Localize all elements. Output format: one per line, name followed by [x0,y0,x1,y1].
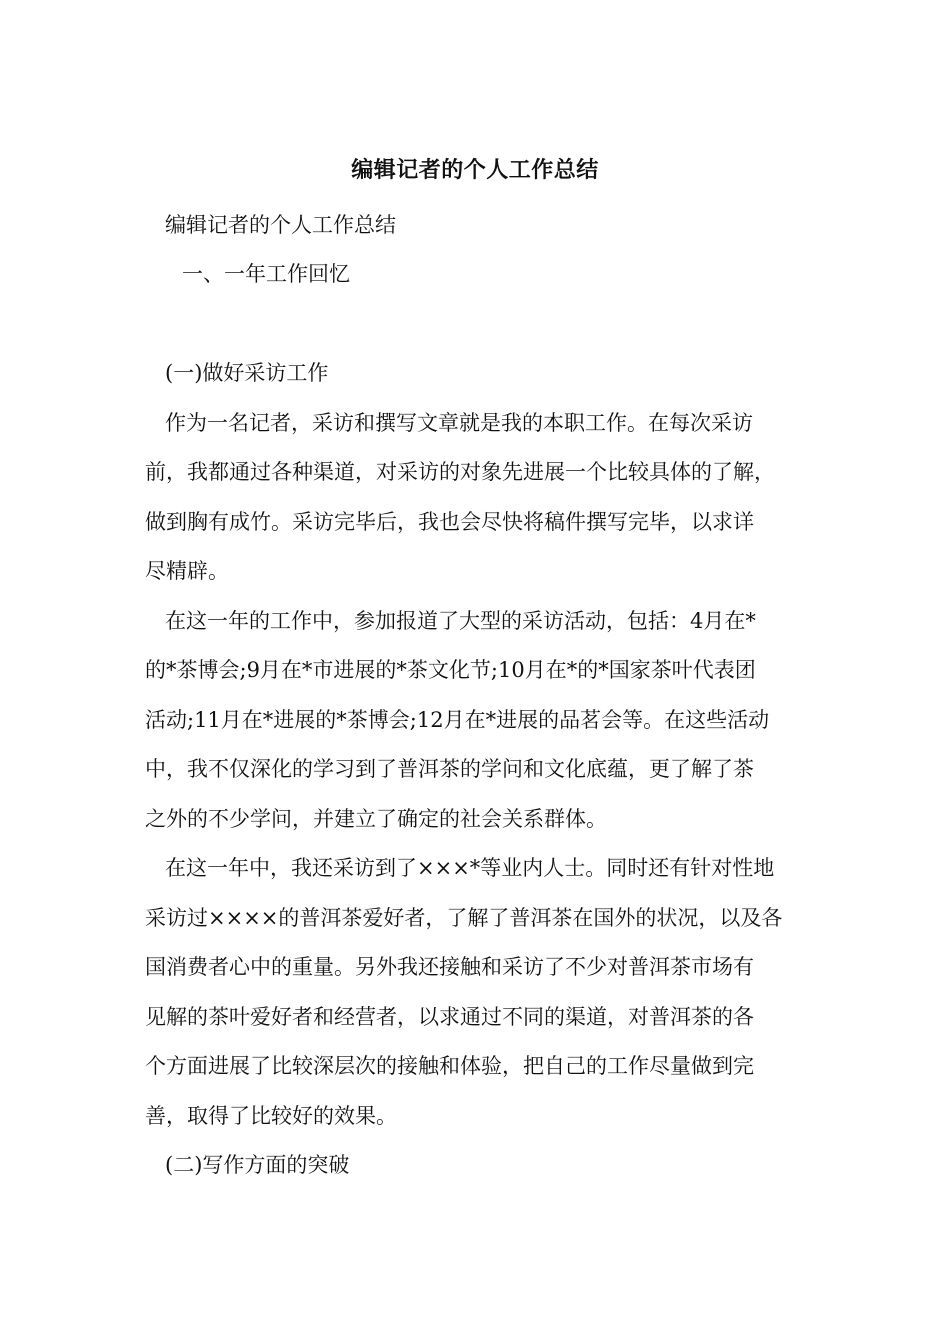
section-heading: 一、一年工作回忆 [182,262,350,286]
subsection-heading-1: (一)做好采访工作 [165,361,329,385]
paragraph-3-line-1: 在这一年中，我还采访到了×××*等业内人士。同时还有针对性地 [165,856,775,880]
paragraph-1-line-2: 前，我都通过各种渠道，对采访的对象先进展一个比较具体的了解， [145,460,775,484]
subsection-heading-2: (二)写作方面的突破 [165,1153,350,1177]
paragraph-2-line-3: 活动;11月在*进展的*茶博会;12月在*进展的品茗会等。在这些活动 [145,708,770,732]
paragraph-1-line-4: 尽精辟。 [145,559,229,583]
paragraph-3-line-4: 见解的茶叶爱好者和经营者，以求通过不同的渠道，对普洱茶的各 [145,1005,754,1029]
paragraph-2-line-5: 之外的不少学问，并建立了确定的社会关系群体。 [145,807,607,831]
paragraph-3-line-3: 国消费者心中的重量。另外我还接触和采访了不少对普洱茶市场有 [145,955,754,979]
paragraph-3-line-5: 个方面进展了比较深层次的接触和体验，把自己的工作尽量做到完 [145,1054,754,1078]
paragraph-3-line-2: 采访过××××的普洱茶爱好者，了解了普洱茶在国外的状况，以及各 [145,906,783,930]
paragraph-1-line-3: 做到胸有成竹。采访完毕后，我也会尽快将稿件撰写完毕，以求详 [145,510,754,534]
document-title: 编辑记者的个人工作总结 [351,157,599,183]
paragraph-1-line-1: 作为一名记者，采访和撰写文章就是我的本职工作。在每次采访 [165,411,753,435]
paragraph-2-line-4: 中，我不仅深化的学习到了普洱茶的学问和文化底蕴，更了解了茶 [145,757,754,781]
paragraph-3-line-6: 善，取得了比较好的效果。 [145,1104,397,1128]
paragraph-2-line-1: 在这一年的工作中，参加报道了大型的采访活动，包括：4月在* [165,609,756,633]
paragraph-2-line-2: 的*茶博会;9月在*市进展的*茶文化节;10月在*的*国家茶叶代表团 [145,658,756,682]
document-subtitle: 编辑记者的个人工作总结 [165,213,396,237]
